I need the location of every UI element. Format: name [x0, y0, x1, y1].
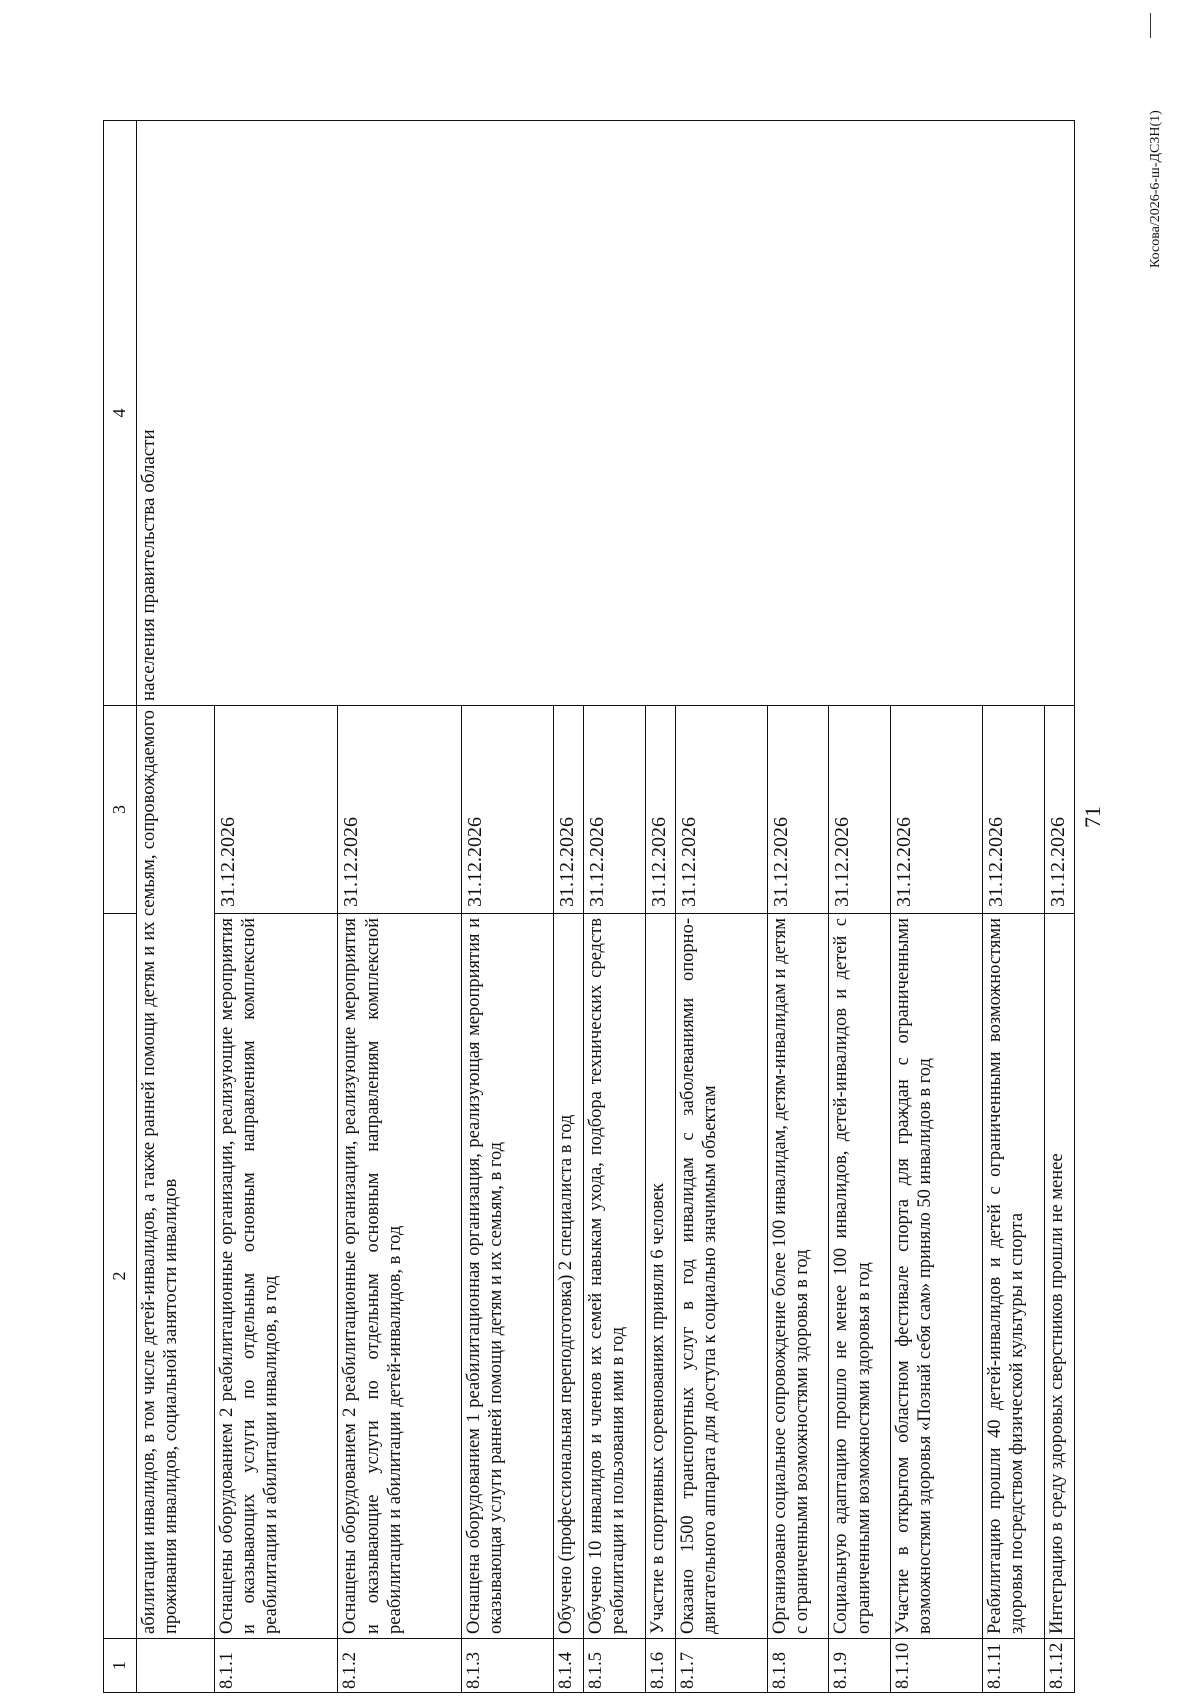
- row-description: Оказано 1500 транспортных услуг в год инвалидам с заболеваниями опорно-двигательного аппарата для доступа к социально значимым объектам: [675, 914, 767, 1639]
- row-number: 8.1.3: [461, 1639, 553, 1693]
- column-header: 2: [104, 914, 137, 1639]
- row-date: 31.12.2026: [338, 706, 461, 914]
- row-date: 31.12.2026: [767, 706, 829, 914]
- row-description: Организовано социальное сопровождение более 100 инвалидам, детям-инвалидам и детям с ограниченными возможностями здоровья в год: [767, 914, 829, 1639]
- row-date: 31.12.2026: [675, 706, 767, 914]
- row-number: 8.1.2: [338, 1639, 461, 1693]
- row-number: 8.1.5: [583, 1639, 645, 1693]
- row-number: 8.1.7: [675, 1639, 767, 1693]
- intro-row: [136, 121, 214, 1693]
- row-number: 8.1.9: [829, 1639, 891, 1693]
- row-date: 31.12.2026: [1044, 706, 1074, 914]
- row-date: 31.12.2026: [461, 706, 553, 914]
- row-number: 8.1.10: [891, 1639, 983, 1693]
- row-date: 31.12.2026: [583, 706, 645, 914]
- margin-mark: [1150, 13, 1151, 38]
- measures-table: [103, 120, 1075, 1693]
- intro-text: абилитации инвалидов, в том числе детей-инвалидов, а также ранней помощи детям и их семьям, сопровождаемого проживания инвалидов, социальной занятости инвалидов: [136, 706, 214, 1639]
- row-description: Оснащена оборудованием 1 реабилитационная организация, реализующая мероприятия и оказывающая услуги ранней помощи детям и их семьям, в год: [461, 914, 553, 1639]
- row-date: 31.12.2026: [829, 706, 891, 914]
- column-header: 3: [104, 706, 137, 914]
- table-body: [104, 121, 1075, 1693]
- row-date: 31.12.2026: [215, 706, 338, 914]
- row-number: 8.1.8: [767, 1639, 829, 1693]
- page-number: 71: [1080, 806, 1105, 828]
- column-header: 4: [104, 121, 137, 706]
- row-description: Обучено (профессиональная переподготовка) 2 специалиста в год: [553, 914, 583, 1639]
- row-description: Социальную адаптацию прошло не менее 100 инвалидов, детей-инвалидов и детей с ограниченными возможностями здоровья в год: [829, 914, 891, 1639]
- row-description: Оснащены оборудованием 2 реабилитационные организации, реализующие мероприятия и оказывающие услуги по отдельным основным направлениям комплексной реабилитации и абилитации детей-инвалидов, в год: [338, 914, 461, 1639]
- row-description: Реабилитацию прошли 40 детей-инвалидов и детей с ограниченными возможностями здоровья посредством физической культуры и спорта: [982, 914, 1044, 1639]
- row-description: Участие в открытом областном фестивале спорта для граждан с ограниченными возможностями здоровья «Познай себя сам» приняло 50 инвалидов в год: [891, 914, 983, 1639]
- table-cell-empty: [136, 1639, 214, 1693]
- document-code: Косова/2026-6-ш-ДСЗН(1): [1148, 110, 1163, 268]
- row-number: 8.1.6: [645, 1639, 675, 1693]
- row-description: Обучено 10 инвалидов и членов их семей навыкам ухода, подбора технических средств реабилитации и пользования ими в год: [583, 914, 645, 1639]
- row-date: 31.12.2026: [553, 706, 583, 914]
- row-number: 8.1.1: [215, 1639, 338, 1693]
- row-number: 8.1.4: [553, 1639, 583, 1693]
- row-date: 31.12.2026: [982, 706, 1044, 914]
- row-date: 31.12.2026: [645, 706, 675, 914]
- row-description: Участие в спортивных соревнованиях приняли 6 человек: [645, 914, 675, 1639]
- column-header: 1: [104, 1639, 137, 1693]
- header-row: [104, 121, 137, 1693]
- row-description: Оснащены оборудованием 2 реабилитационные организации, реализующие мероприятия и оказывающих услуги по отдельным основным направлениям комплексной реабилитации и абилитации инвалидов, в год: [215, 914, 338, 1639]
- row-date: 31.12.2026: [891, 706, 983, 914]
- row-description: Интеграцию в среду здоровых сверстников прошли не менее: [1044, 914, 1074, 1639]
- responsible-cell: населения правительства области: [136, 121, 1074, 706]
- row-number: 8.1.12: [1044, 1639, 1074, 1693]
- row-number: 8.1.11: [982, 1639, 1044, 1693]
